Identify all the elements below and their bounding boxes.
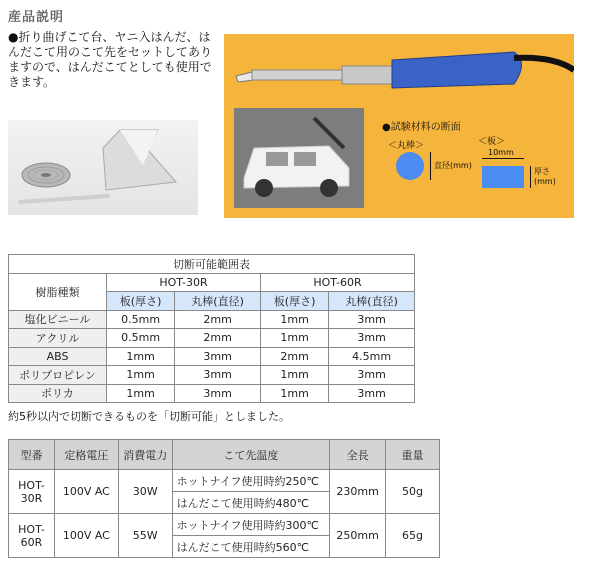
table-cell: 2mm bbox=[175, 310, 261, 329]
table-cell: 1mm bbox=[107, 384, 175, 403]
cross-section-panel bbox=[224, 34, 574, 218]
product-accessories-photo bbox=[8, 120, 198, 215]
model-cell: HOT-60R bbox=[9, 514, 55, 558]
width-label: 10mm bbox=[488, 148, 514, 157]
voltage-cell: 100V AC bbox=[54, 514, 118, 558]
header-model: 型番 bbox=[9, 440, 55, 470]
header-voltage: 定格電圧 bbox=[54, 440, 118, 470]
product-description: ●折り曲げこて台、ヤニ入はんだ、はんだこて用のこて先をセットしてありますので、はんだこてとしても使用できます。 bbox=[8, 30, 213, 89]
cross-section-title: ●試験材料の断面 bbox=[382, 122, 461, 133]
table-cell: 1mm bbox=[260, 384, 328, 403]
table-cell: 3mm bbox=[175, 366, 261, 385]
cutting-range-table bbox=[8, 254, 415, 403]
resin-name: ABS bbox=[9, 347, 107, 366]
header-tip-temperature: こて先温度 bbox=[172, 440, 330, 470]
sub-header-plate-30r: 板(厚さ) bbox=[107, 292, 175, 311]
spec-table bbox=[8, 439, 440, 558]
table-cell: 2mm bbox=[175, 329, 261, 348]
table-row bbox=[9, 310, 415, 329]
temperature-knife-cell: ホットナイフ使用時約300℃ bbox=[172, 514, 330, 536]
resin-type-header: 樹脂種類 bbox=[9, 273, 107, 310]
page-heading: 産品説明 bbox=[8, 10, 65, 25]
table-cell: 1mm bbox=[260, 366, 328, 385]
plate-sample bbox=[482, 166, 524, 188]
temperature-solder-cell: はんだこて使用時約480℃ bbox=[172, 492, 330, 514]
table-cell: 0.5mm bbox=[107, 310, 175, 329]
table-row bbox=[9, 514, 440, 536]
table-cell: 2mm bbox=[260, 347, 328, 366]
plate-label: ＜板＞ bbox=[478, 137, 506, 147]
round-bar-label: ＜丸棒＞ bbox=[388, 141, 425, 151]
temperature-knife-cell: ホットナイフ使用時約250℃ bbox=[172, 470, 330, 492]
table-cell: 1mm bbox=[107, 366, 175, 385]
model-header-30r: HOT-30R bbox=[107, 273, 261, 292]
cutting-note: 約5秒以内で切断できるものを「切断可能」としました。 bbox=[8, 410, 290, 423]
diameter-label: 直径(mm) bbox=[434, 161, 472, 170]
sub-header-bar-30r: 丸棒(直径) bbox=[175, 292, 261, 311]
soldering-iron-illustration bbox=[236, 52, 574, 88]
round-bar-sample bbox=[396, 152, 424, 180]
header-length: 全長 bbox=[330, 440, 386, 470]
table-row bbox=[9, 366, 415, 385]
table-cell: 3mm bbox=[175, 347, 261, 366]
length-cell: 250mm bbox=[330, 514, 386, 558]
temperature-solder-cell: はんだこて使用時約560℃ bbox=[172, 536, 330, 558]
width-indicator bbox=[482, 158, 524, 159]
header-power: 消費電力 bbox=[118, 440, 172, 470]
sub-header-plate-60r: 板(厚さ) bbox=[260, 292, 328, 311]
table-row bbox=[9, 329, 415, 348]
table-cell: 3mm bbox=[329, 310, 415, 329]
diameter-indicator bbox=[430, 152, 431, 180]
cutting-table-title: 切断可能範囲表 bbox=[9, 255, 415, 274]
sub-header-bar-60r: 丸棒(直径) bbox=[329, 292, 415, 311]
table-cell: 0.5mm bbox=[107, 329, 175, 348]
table-cell: 1mm bbox=[260, 310, 328, 329]
table-cell: 3mm bbox=[175, 384, 261, 403]
resin-name: ポリカ bbox=[9, 384, 107, 403]
power-cell: 55W bbox=[118, 514, 172, 558]
table-cell: 1mm bbox=[107, 347, 175, 366]
table-row bbox=[9, 347, 415, 366]
table-row bbox=[9, 384, 415, 403]
table-cell: 3mm bbox=[329, 329, 415, 348]
weight-cell: 50g bbox=[386, 470, 440, 514]
table-cell: 3mm bbox=[329, 366, 415, 385]
model-cell: HOT-30R bbox=[9, 470, 55, 514]
table-cell: 4.5mm bbox=[329, 347, 415, 366]
voltage-cell: 100V AC bbox=[54, 470, 118, 514]
table-row bbox=[9, 470, 440, 492]
resin-name: アクリル bbox=[9, 329, 107, 348]
model-car-cutting-photo bbox=[234, 108, 364, 208]
resin-name: ポリプロピレン bbox=[9, 366, 107, 385]
power-cell: 30W bbox=[118, 470, 172, 514]
table-cell: 1mm bbox=[260, 329, 328, 348]
thickness-label: 厚さ(mm) bbox=[534, 167, 556, 186]
table-cell: 3mm bbox=[329, 384, 415, 403]
model-header-60r: HOT-60R bbox=[260, 273, 414, 292]
thickness-indicator bbox=[530, 166, 531, 188]
header-weight: 重量 bbox=[386, 440, 440, 470]
weight-cell: 65g bbox=[386, 514, 440, 558]
resin-name: 塩化ビニール bbox=[9, 310, 107, 329]
length-cell: 230mm bbox=[330, 470, 386, 514]
